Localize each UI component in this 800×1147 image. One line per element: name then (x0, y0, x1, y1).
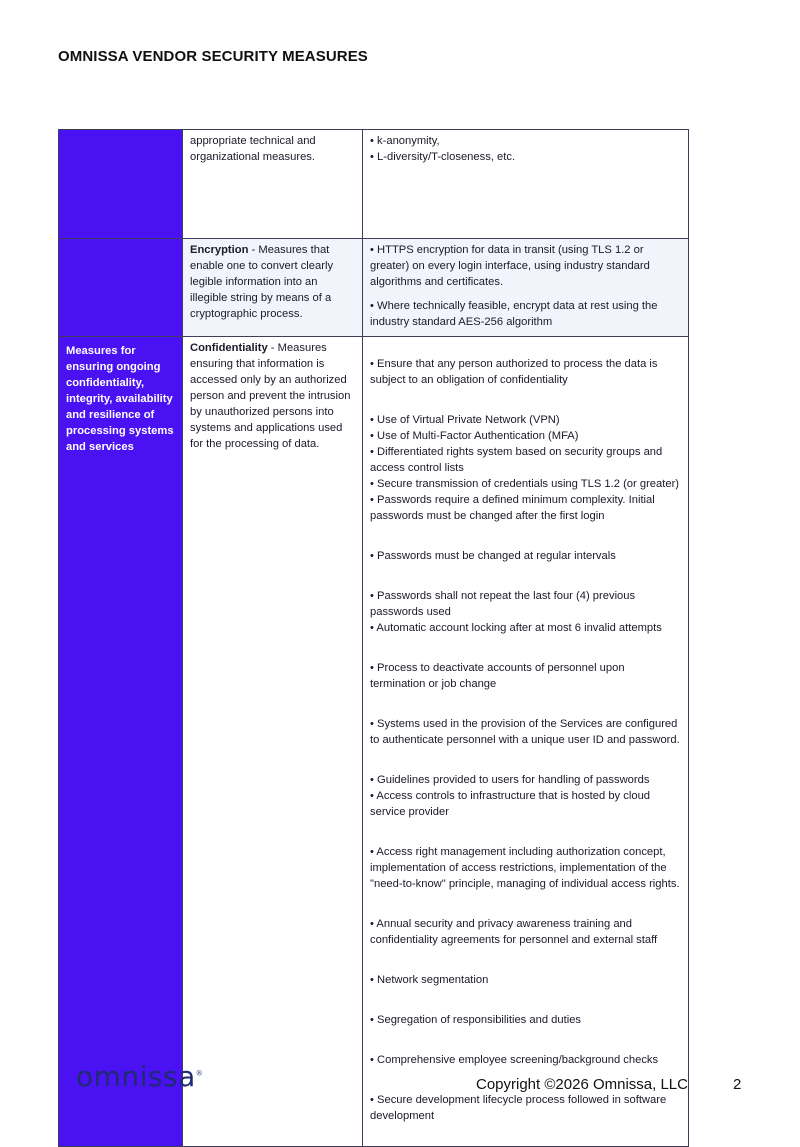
description-text: - Measures ensuring that information is accessed only by an authorized person and prevent the intrusion by unauthorized persons into systems and applications used for the processing of data. (190, 342, 351, 450)
detail-item: • Secure development lifecycle process followed in software development (370, 1094, 667, 1122)
description-text: - Measures that enable one to convert clearly legible information into an illegible string by means of a cryptographic process. (190, 244, 334, 320)
document-title: OMNISSA VENDOR SECURITY MEASURES (58, 48, 368, 65)
description-heading: Encryption (190, 244, 249, 256)
details-cell (363, 337, 689, 1147)
description-cell (183, 239, 363, 337)
table-row (59, 337, 689, 1147)
details-cell (363, 239, 689, 337)
detail-item: • Where technically feasible, encrypt data at rest using the industry standard AES-256 algorithm (370, 300, 658, 328)
detail-item: • k-anonymity, (370, 135, 440, 147)
detail-item: • Access right management including authorization concept, implementation of access restrictions, implementation of the "need-to-know" principle, managing of individual access rights. (370, 846, 680, 890)
copyright-text: Copyright ©2026 Omnissa, LLC (476, 1076, 688, 1093)
detail-item: • Network segmentation (370, 974, 489, 986)
description-heading: Confidentiality (190, 342, 268, 354)
detail-item: • HTTPS encryption for data in transit (using TLS 1.2 or greater) on every login interface, using industry standard algorithms and certificates. (370, 244, 650, 288)
detail-item: • Segregation of responsibilities and duties (370, 1014, 582, 1026)
description-cell (183, 337, 363, 1147)
detail-item: • Comprehensive employee screening/background checks (370, 1054, 659, 1066)
detail-item: • Passwords must be changed at regular intervals (370, 550, 616, 562)
detail-item: • L-diversity/T-closeness, etc. (370, 151, 516, 163)
table-row (59, 239, 689, 337)
description-cell: appropriate technical and organizational measures. (183, 130, 363, 239)
details-cell (363, 130, 689, 239)
category-cell (59, 130, 183, 239)
detail-item: • Ensure that any person authorized to process the data is subject to an obligation of confidentiality (370, 358, 658, 386)
detail-item: • Process to deactivate accounts of personnel upon termination or job change (370, 662, 625, 690)
omnissa-logo (76, 1060, 203, 1093)
table-row (59, 130, 689, 239)
security-measures-table (58, 129, 689, 1147)
detail-item: • Systems used in the provision of the Services are configured to authenticate personnel with a unique user ID and password. (370, 718, 680, 746)
category-cell: Measures for ensuring ongoing confidentiality, integrity, availability and resilience of processing systems and services (59, 337, 183, 1147)
registered-mark: ® (195, 1069, 204, 1078)
detail-item: • Guidelines provided to users for handling of passwords • Access controls to infrastructure that is hosted by cloud service provider (370, 774, 651, 818)
detail-item: • Use of Virtual Private Network (VPN) • Use of Multi-Factor Authentication (MFA) • Differentiated rights system based on security groups and access control lists • Secure transmission of credentials using TLS 1.2 (or greater) • Passwords require a defined minimum complexity. Initial passwords must be changed after the first login (370, 414, 680, 522)
category-cell (59, 239, 183, 337)
page-number: 2 (733, 1076, 742, 1093)
logo-wordmark: omnissa (76, 1060, 196, 1093)
detail-item: • Passwords shall not repeat the last four (4) previous passwords used • Automatic account locking after at most 6 invalid attempts (370, 590, 662, 634)
detail-item: • Annual security and privacy awareness training and confidentiality agreements for personnel and external staff (370, 918, 658, 946)
